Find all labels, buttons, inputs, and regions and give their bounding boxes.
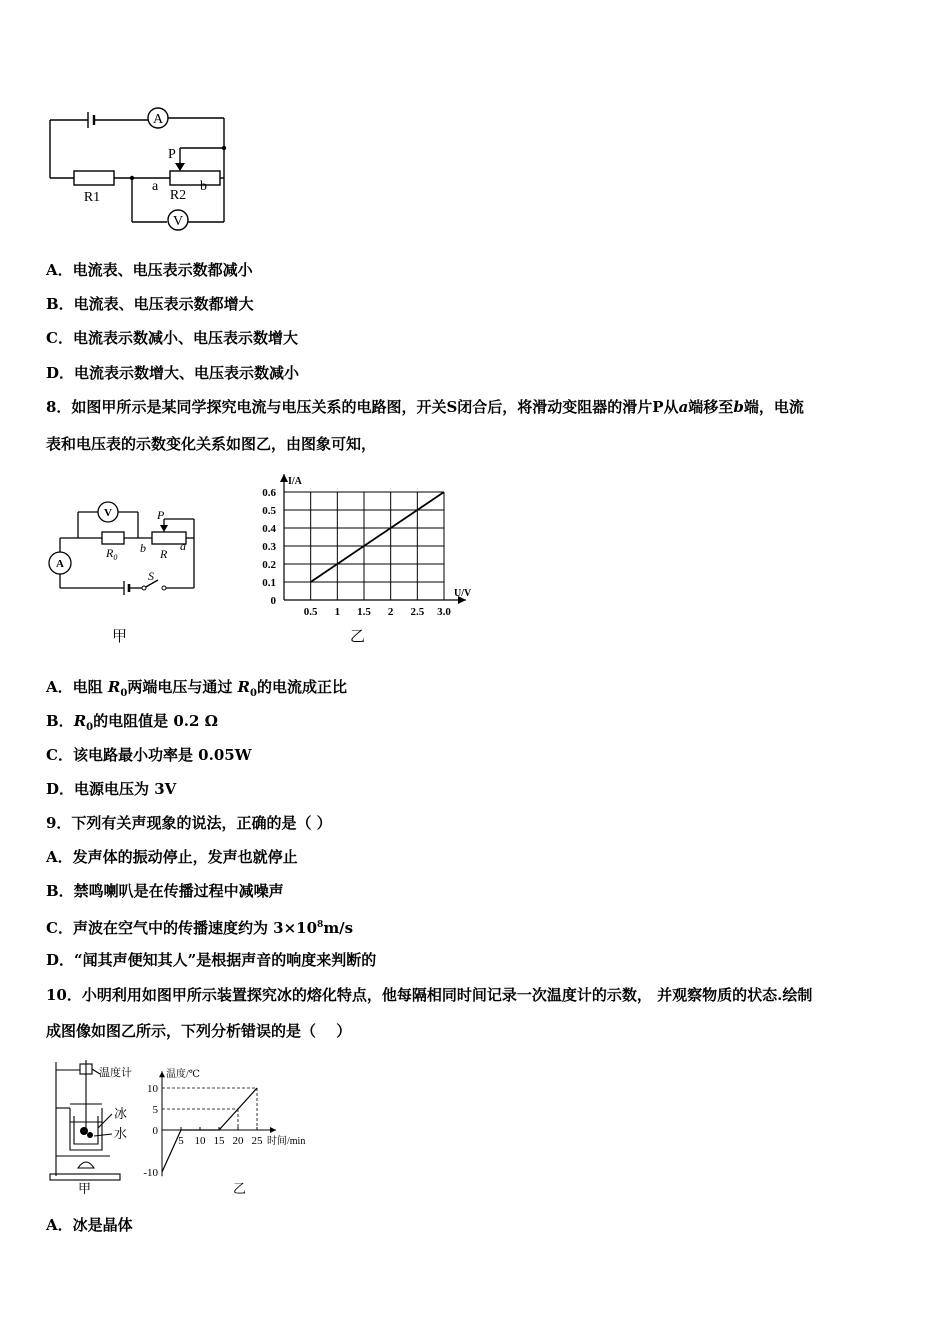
y-tick-label: 0 (152, 1125, 158, 1137)
y-tick-label: 10 (147, 1083, 158, 1095)
q10-apparatus-caption: 甲 (78, 1182, 92, 1197)
q7-option-c: C．电流表示数减小、电压表示数增大 (46, 329, 298, 347)
x-tick-label: 5 (178, 1135, 184, 1147)
y-tick-label: 0.4 (262, 523, 276, 535)
y-tick-label: -10 (143, 1167, 158, 1178)
end-a-label: a (152, 179, 159, 194)
q8-circuit-caption: 甲 (112, 627, 128, 645)
q8-end-b-label: b (140, 541, 146, 555)
r2-label: R2 (169, 188, 187, 203)
y-tick-label: 0.6 (262, 487, 276, 499)
r1-resistor (74, 171, 114, 185)
y-axis-arrow (159, 1071, 165, 1077)
q8-r-label: R (160, 547, 168, 561)
x-tick-label: 10 (194, 1135, 206, 1147)
q8-stem-line2: 表和电压表的示数变化关系如图乙，由图象可知， (46, 435, 377, 453)
q9-stem: 9．下列有关声现象的说法，正确的是（ ） (46, 814, 332, 832)
x-axis-label: 时间/min (267, 1136, 306, 1147)
y-tick-label: 0.2 (262, 559, 276, 571)
q8-ammeter-label: A (56, 558, 64, 570)
x-tick-label: 1 (334, 606, 341, 618)
q8-option-b: B．$R_0$的电阻值是 0.2 Ω (46, 712, 219, 733)
x-tick-label: 3.0 (437, 606, 451, 618)
x-tick-label: 15 (213, 1135, 225, 1147)
x-tick-label: 20 (232, 1135, 244, 1147)
q8-iu-graph (250, 468, 490, 624)
y-tick-label: 0.5 (262, 505, 276, 517)
q9-option-c: C．声波在空气中的传播速度约为 $3\times 10^8m/s$ (46, 919, 354, 937)
q8-option-c: C．该电路最小功率是 0.05W (46, 746, 252, 764)
q7-option-b: B．电流表、电压表示数都增大 (46, 295, 254, 313)
slider-label: P (168, 147, 176, 162)
q8-slider-label: P (157, 508, 165, 522)
water-label: 水 (114, 1126, 128, 1141)
iu-graph-svg (250, 468, 490, 624)
x-tick-label: 2 (387, 606, 394, 618)
q9-option-b: B．禁鸣喇叭是在传播过程中减噪声 (46, 882, 284, 900)
x-tick-label: 2.5 (410, 606, 425, 618)
y-tick-label: 0.3 (262, 541, 276, 553)
apparatus-svg (44, 1056, 144, 1196)
q8-graph-caption: 乙 (350, 627, 366, 645)
y-axis-label: 温度/℃ (166, 1069, 200, 1081)
y-axis-label: I/A (288, 476, 302, 487)
x-tick-label: 0.5 (303, 606, 318, 618)
r1-label: R1 (83, 190, 101, 205)
q7-circuit-svg (40, 98, 240, 238)
q7-option-d: D．电流表示数增大、电压表示数减小 (46, 364, 300, 382)
q10-apparatus-figure (44, 1056, 144, 1196)
q8-circuit-svg (44, 494, 204, 604)
q8-stem-line1: 8．如图甲所示是某同学探究电流与电压关系的电路图，开关S闭合后，将滑动变阻器的滑片P从a端移至b端，电流 (46, 398, 804, 416)
q8-end-a-label: a (180, 539, 186, 553)
ice-label: 冰 (114, 1106, 128, 1121)
temp-graph-svg (140, 1060, 360, 1178)
q8-option-d: D．电源电压为 3V (46, 780, 177, 798)
q10-option-a: A．冰是晶体 (46, 1216, 133, 1234)
q8-option-a: A．电阻 $R_0$两端电压与通过 $R_0$的电流成正比 (46, 678, 347, 699)
q8-r0-label: $R_0$ (106, 546, 118, 562)
x-axis-label: U/V (454, 588, 472, 599)
y-axis-arrow (280, 474, 288, 482)
q8-switch-label: S (148, 569, 154, 583)
r2-resistor (170, 171, 220, 185)
ammeter-label: A (152, 112, 164, 127)
q8-circuit-figure (44, 494, 204, 604)
q7-option-a: A．电流表、电压表示数都减小 (46, 261, 253, 279)
y-tick-label: 5 (152, 1104, 158, 1116)
q9-option-d: D．“闻其声便知其人”是根据声音的响度来判断的 (46, 951, 377, 969)
q10-graph-caption: 乙 (233, 1182, 247, 1197)
x-tick-label: 1.5 (357, 606, 371, 618)
iu-series-line (311, 492, 444, 582)
x-tick-label: 25 (251, 1135, 263, 1147)
q8-voltmeter-label: V (104, 507, 112, 519)
x-axis-arrow (270, 1127, 276, 1133)
q10-stem-line2: 成图像如图乙所示，下列分析错误的是（ ） (46, 1022, 352, 1040)
q10-stem-line1: 10．小明利用如图甲所示装置探究冰的熔化特点，他每隔相同时间记录一次温度计的示数， 并观察物质的状态.绘制 (46, 986, 813, 1004)
voltmeter-label: V (172, 214, 184, 229)
y-tick-label: 0 (270, 595, 276, 607)
slider-arrow (175, 163, 185, 171)
end-b-label: b (200, 179, 207, 194)
q7-circuit-figure (40, 98, 240, 238)
thermometer-label: 温度计 (99, 1067, 132, 1079)
y-tick-label: 0.1 (262, 577, 276, 589)
q9-option-a: A．发声体的振动停止，发声也就停止 (46, 848, 298, 866)
q10-temp-graph (140, 1060, 360, 1178)
